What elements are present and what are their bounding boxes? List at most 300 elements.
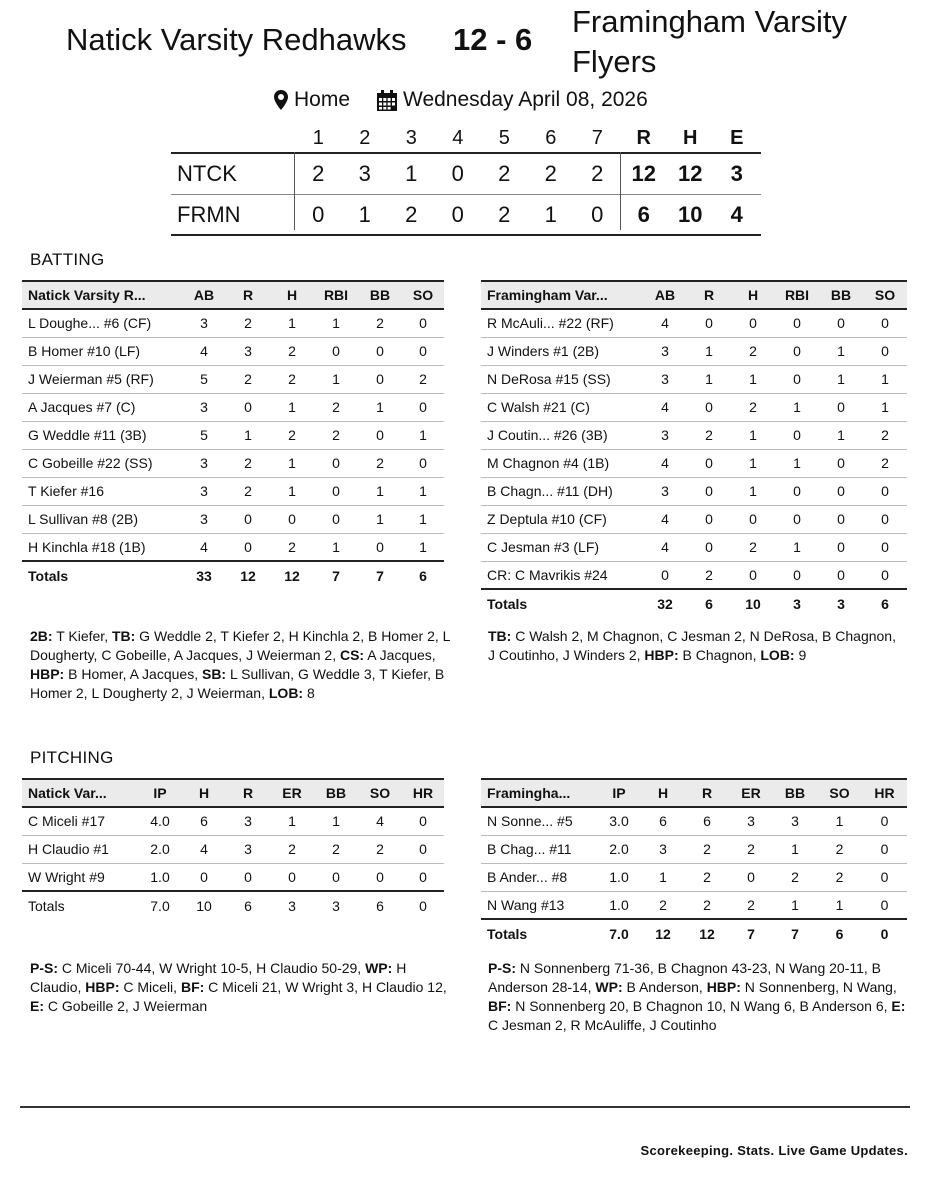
column-header: BB xyxy=(314,779,358,807)
batting-table-away xyxy=(481,280,907,617)
stat-cell: 1 xyxy=(687,337,731,365)
note-text: 9 xyxy=(794,647,807,663)
note-label: HBP: xyxy=(30,666,65,682)
stat-cell: 0 xyxy=(687,449,731,477)
totals-cell: 3 xyxy=(314,891,358,919)
inning-score: 2 xyxy=(591,161,604,186)
runs-header: R xyxy=(636,126,651,149)
stat-cell: 0 xyxy=(863,337,907,365)
note-text: T Kiefer, xyxy=(52,628,112,644)
stat-cell: 0 xyxy=(862,835,907,863)
stat-cell: 0 xyxy=(819,393,863,421)
stat-cell: 0 xyxy=(402,807,444,835)
inning-score: 0 xyxy=(312,201,325,227)
column-header: H xyxy=(731,281,775,309)
stat-cell: 2 xyxy=(687,421,731,449)
totals-cell: 7 xyxy=(314,561,358,589)
totals-cell: 3 xyxy=(270,891,314,919)
stat-cell: 1 xyxy=(775,449,819,477)
stat-cell: 2 xyxy=(659,896,667,913)
player-name: N DeRosa #15 (SS) xyxy=(481,365,643,393)
table-row xyxy=(22,365,444,393)
totals-row xyxy=(22,891,444,919)
note-label: P-S: xyxy=(488,960,516,976)
inning-score: 0 xyxy=(451,201,464,227)
table-row xyxy=(22,533,444,561)
batting-notes-home xyxy=(30,627,454,703)
stat-cell: 1 xyxy=(731,477,775,505)
table-row xyxy=(22,505,444,533)
pitching-table-home xyxy=(22,778,444,919)
batting-section-title: BATTING xyxy=(30,250,105,269)
totals-cell: 10 xyxy=(182,891,226,919)
location-label: Home xyxy=(294,88,351,111)
stat-cell: 4 xyxy=(643,449,687,477)
stat-cell: 1 xyxy=(402,505,444,533)
stat-cell: 0 xyxy=(358,421,402,449)
stat-cell: 2 xyxy=(685,835,729,863)
table-row xyxy=(481,505,907,533)
note-text: C Miceli, xyxy=(119,979,181,995)
stat-cell: 0 xyxy=(402,309,444,337)
inning-score: 0 xyxy=(591,201,604,227)
footer-divider xyxy=(20,1106,910,1108)
stat-cell: 3 xyxy=(773,807,817,835)
totals-cell: 12 xyxy=(641,919,685,947)
table-row xyxy=(481,533,907,561)
column-header: ER xyxy=(729,779,773,807)
stat-cell: 0 xyxy=(376,868,384,885)
stat-cell: 1 xyxy=(835,896,844,913)
stat-cell: 1 xyxy=(358,393,402,421)
date-label: Wednesday April 08, 2026 xyxy=(403,88,648,111)
stat-cell: 2 xyxy=(402,365,444,393)
totals-cell: 12 xyxy=(270,561,314,589)
stat-cell: 3 xyxy=(643,337,687,365)
player-name: H Kinchla #18 (1B) xyxy=(28,538,146,555)
stat-cell: 4 xyxy=(643,533,687,561)
batting-rows-home xyxy=(22,309,444,561)
table-row xyxy=(481,309,907,337)
stat-cell: 2 xyxy=(358,449,402,477)
column-header: ER xyxy=(270,779,314,807)
stat-cell: 1 xyxy=(358,477,402,505)
stat-cell: 3 xyxy=(729,807,773,835)
stat-cell: 5 xyxy=(182,365,226,393)
player-name: R McAuli... #22 (RF) xyxy=(481,309,643,337)
totals-label: Totals xyxy=(22,561,182,589)
player-name: C Gobeille #22 (SS) xyxy=(22,449,182,477)
stat-cell: 6 xyxy=(182,807,226,835)
table-row xyxy=(481,891,907,919)
stat-cell: 0 xyxy=(731,309,775,337)
player-name: J Weierman #5 (RF) xyxy=(22,365,182,393)
inning-header: 3 xyxy=(405,126,417,149)
final-score: 12 - 6 xyxy=(453,22,533,57)
batting-rows-away xyxy=(481,309,907,589)
column-header: SO xyxy=(402,281,444,309)
stat-cell: 2 xyxy=(731,337,775,365)
player-name: B Homer #10 (LF) xyxy=(22,337,182,365)
stat-cell: 0 xyxy=(244,538,252,555)
note-text: A Jacques, xyxy=(364,647,440,663)
pitching-notes-home xyxy=(30,959,455,1016)
note-label: BF: xyxy=(180,979,205,995)
stat-cell: 0 xyxy=(793,566,801,583)
stat-cell: 1 xyxy=(270,449,314,477)
stat-cell: 1.0 xyxy=(609,896,629,913)
stat-cell: 0 xyxy=(226,393,270,421)
stat-cell: 2 xyxy=(288,538,296,555)
stat-cell: 0 xyxy=(402,449,444,477)
stat-cell: 0 xyxy=(244,868,252,885)
stat-cell: 1 xyxy=(775,533,819,561)
stat-cell: 2 xyxy=(226,365,270,393)
table-row xyxy=(22,835,444,863)
stat-cell: 3 xyxy=(182,505,226,533)
stat-cell: 0 xyxy=(775,365,819,393)
pitching-section-title: PITCHING xyxy=(30,748,114,767)
table-row xyxy=(22,807,444,835)
totals-cell: 6 xyxy=(226,891,270,919)
stat-cell: 2 xyxy=(731,393,775,421)
inning-score: 0 xyxy=(451,161,464,186)
stat-cell: 2 xyxy=(817,835,862,863)
stat-cell: 0 xyxy=(819,533,863,561)
stat-cell: 0 xyxy=(314,337,358,365)
note-label: SB: xyxy=(201,666,227,682)
player-name: A Jacques #7 (C) xyxy=(22,393,182,421)
stat-cell: 1.0 xyxy=(150,868,170,885)
stat-cell: 1 xyxy=(641,863,685,891)
inning-header: 7 xyxy=(591,126,603,149)
inning-score: 1 xyxy=(358,201,371,227)
table-row xyxy=(481,835,907,863)
totals-cell: 6 xyxy=(863,589,907,617)
stat-cell: 2 xyxy=(270,835,314,863)
linescore-divider xyxy=(620,152,621,230)
totals-cell: 32 xyxy=(643,589,687,617)
totals-cell: 6 xyxy=(358,891,402,919)
note-text: B Homer, A Jacques, xyxy=(64,666,202,682)
stat-cell: 1 xyxy=(863,365,907,393)
note-text: C Miceli 21, W Wright 3, H Claudio 12, xyxy=(204,979,451,995)
note-label: E: xyxy=(891,998,906,1014)
stat-cell: 1 xyxy=(687,365,731,393)
note-text: H Claudio, xyxy=(30,960,411,995)
stat-cell: 3 xyxy=(643,477,687,505)
stat-cell: 2 xyxy=(314,835,358,863)
note-label: 2B: xyxy=(30,628,53,644)
linescore-team: NTCK xyxy=(177,161,237,186)
inning-header: 6 xyxy=(545,126,557,149)
table-row xyxy=(481,863,907,891)
column-header: BB xyxy=(773,779,817,807)
inning-header: 5 xyxy=(498,126,510,149)
stat-cell: 0 xyxy=(819,309,863,337)
inning-score: 2 xyxy=(405,201,418,227)
stat-cell: 0 xyxy=(729,863,773,891)
column-header: H xyxy=(641,779,685,807)
stat-cell: 0 xyxy=(402,337,444,365)
stat-cell: 1 xyxy=(314,365,358,393)
table-header-row xyxy=(22,779,444,807)
column-header: IP xyxy=(138,779,182,807)
stat-cell: 0 xyxy=(661,566,669,583)
calendar-icon xyxy=(377,90,397,111)
stat-cell: 0 xyxy=(687,393,731,421)
team-column-header: Framingha... xyxy=(481,779,597,807)
totals-cell: 12 xyxy=(685,919,729,947)
table-row xyxy=(481,365,907,393)
stat-cell: 5 xyxy=(182,421,226,449)
stat-cell: 0 xyxy=(749,566,757,583)
totals-cell: 3 xyxy=(775,589,819,617)
inning-header: 1 xyxy=(312,126,324,149)
pitching-notes-away xyxy=(488,959,910,1035)
column-header: R xyxy=(687,281,731,309)
column-header: R xyxy=(226,281,270,309)
totals-cell: 7 xyxy=(729,919,773,947)
stat-cell: 1 xyxy=(270,393,314,421)
totals-cell: 6 xyxy=(687,589,731,617)
stat-cell: 3 xyxy=(182,309,226,337)
totals-label: Totals xyxy=(22,891,138,919)
stat-cell: 0 xyxy=(837,566,845,583)
note-label: CS: xyxy=(339,647,365,663)
totals-row xyxy=(22,561,444,589)
table-row xyxy=(481,561,907,589)
column-header: R xyxy=(685,779,729,807)
stat-cell: 0 xyxy=(402,393,444,421)
stat-cell: 3 xyxy=(226,337,270,365)
stat-cell: 3 xyxy=(226,807,270,835)
column-header: BB xyxy=(358,281,402,309)
note-label: WP: xyxy=(365,960,393,976)
stat-cell: 0 xyxy=(819,449,863,477)
player-name: H Claudio #1 xyxy=(22,835,138,863)
stat-cell: 0 xyxy=(687,533,731,561)
game-header xyxy=(0,0,942,90)
column-header: SO xyxy=(358,779,402,807)
stat-cell: 1 xyxy=(270,477,314,505)
stat-cell: 1 xyxy=(819,365,863,393)
stat-cell: 2 xyxy=(270,421,314,449)
stat-cell: 3 xyxy=(641,835,685,863)
stat-cell: 0 xyxy=(288,868,296,885)
stat-cell: 2 xyxy=(863,449,907,477)
player-name: G Weddle #11 (3B) xyxy=(22,421,182,449)
stat-cell: 1 xyxy=(817,807,862,835)
column-header: SO xyxy=(817,779,862,807)
table-row xyxy=(22,863,444,891)
stat-cell: 2 xyxy=(226,309,270,337)
total-runs: 6 xyxy=(637,201,650,227)
linescore-row-away xyxy=(171,194,761,234)
hits-header: H xyxy=(683,126,698,149)
stat-cell: 1 xyxy=(314,807,358,835)
stat-cell: 0 xyxy=(863,477,907,505)
stat-cell: 3 xyxy=(643,421,687,449)
player-name: C Walsh #21 (C) xyxy=(481,393,643,421)
stat-cell: 1 xyxy=(791,896,799,913)
stat-cell: 1 xyxy=(270,807,314,835)
stat-cell: 2 xyxy=(314,393,358,421)
totals-cell: 10 xyxy=(731,589,775,617)
note-text: B Anderson, xyxy=(622,979,707,995)
pitching-rows-away xyxy=(481,807,907,919)
note-text: G Weddle 2, T Kiefer 2, H Kinchla 2, B Homer 2, L Dougherty, C Gobeille, A Jacques, J Weierman 2, xyxy=(30,628,454,663)
stat-cell: 2 xyxy=(358,309,402,337)
stat-cell: 1 xyxy=(332,538,340,555)
stat-cell: 0 xyxy=(863,533,907,561)
stat-cell: 1 xyxy=(402,421,444,449)
stat-cell: 0 xyxy=(314,449,358,477)
stat-cell: 2.0 xyxy=(138,835,182,863)
stat-cell: 4 xyxy=(643,505,687,533)
stat-cell: 0 xyxy=(731,505,775,533)
stat-cell: 1 xyxy=(226,421,270,449)
linescore xyxy=(171,124,761,236)
note-label: LOB: xyxy=(268,685,304,701)
stat-cell: 6 xyxy=(685,807,729,835)
stat-cell: 0 xyxy=(863,505,907,533)
note-label: BF: xyxy=(488,998,512,1014)
stat-cell: 0 xyxy=(862,863,907,891)
table-row xyxy=(481,449,907,477)
stat-cell: 1 xyxy=(731,421,775,449)
stat-cell: 2 xyxy=(270,365,314,393)
note-text: 8 xyxy=(303,685,315,701)
player-name: L Sullivan #8 (2B) xyxy=(22,505,182,533)
stat-cell: 0 xyxy=(200,868,208,885)
note-text: C Jesman 2, R McAuliffe, J Coutinho xyxy=(488,998,910,1033)
stat-cell: 1 xyxy=(819,337,863,365)
stat-cell: 2 xyxy=(226,449,270,477)
stat-cell: 2 xyxy=(817,863,862,891)
stat-cell: 0 xyxy=(880,896,889,913)
table-row xyxy=(22,393,444,421)
table-row xyxy=(481,477,907,505)
player-name: J Coutin... #26 (3B) xyxy=(481,421,643,449)
column-header: H xyxy=(270,281,314,309)
table-header-row xyxy=(481,779,907,807)
totals-cell: 33 xyxy=(182,561,226,589)
column-header: BB xyxy=(819,281,863,309)
stat-cell: 2 xyxy=(747,896,755,913)
stat-cell: 0 xyxy=(687,309,731,337)
column-header: SO xyxy=(863,281,907,309)
stat-cell: 0 xyxy=(270,505,314,533)
totals-row xyxy=(481,919,907,947)
player-name: T Kiefer #16 xyxy=(22,477,182,505)
stat-cell: 0 xyxy=(819,505,863,533)
stat-cell: 4 xyxy=(643,309,687,337)
player-name: C Miceli #17 xyxy=(22,807,138,835)
totals-cell: 0 xyxy=(402,891,444,919)
player-name: B Ander... #8 xyxy=(481,863,597,891)
stat-cell: 0 xyxy=(314,505,358,533)
stat-cell: 1 xyxy=(270,309,314,337)
stat-cell: 4.0 xyxy=(138,807,182,835)
player-name: B Chag... #11 xyxy=(481,835,597,863)
stat-cell: 0 xyxy=(358,365,402,393)
inning-header: 4 xyxy=(452,126,464,149)
game-date xyxy=(377,88,648,112)
stat-cell: 1 xyxy=(402,477,444,505)
player-name: W Wright #9 xyxy=(28,868,105,885)
stat-cell: 0 xyxy=(687,477,731,505)
stat-cell: 3.0 xyxy=(597,807,641,835)
table-row xyxy=(481,393,907,421)
totals-cell: 7.0 xyxy=(138,891,182,919)
stat-cell: 1 xyxy=(773,835,817,863)
batting-table-home xyxy=(22,280,444,589)
note-label: TB: xyxy=(111,628,136,644)
stat-cell: 6 xyxy=(641,807,685,835)
stat-cell: 3 xyxy=(182,393,226,421)
home-team-name: Natick Varsity Redhawks xyxy=(66,22,407,57)
note-label: LOB: xyxy=(760,647,795,663)
linescore-header xyxy=(171,124,761,152)
table-row xyxy=(22,309,444,337)
stat-cell: 0 xyxy=(881,566,889,583)
table-row xyxy=(22,337,444,365)
totals-cell: 0 xyxy=(862,919,907,947)
note-text: N Sonnenberg 71-36, B Chagnon 43-23, N Wang 20-11, B Anderson 28-14, xyxy=(488,960,885,995)
note-label: HBP: xyxy=(85,979,120,995)
team-column-header: Natick Var... xyxy=(22,779,138,807)
table-header-row xyxy=(481,281,907,309)
stat-cell: 0 xyxy=(775,421,819,449)
stat-cell: 2 xyxy=(773,863,817,891)
stat-cell: 1 xyxy=(358,505,402,533)
totals-cell: 6 xyxy=(817,919,862,947)
inning-score: 2 xyxy=(544,161,557,186)
note-label: TB: xyxy=(488,628,512,644)
stat-cell: 3 xyxy=(182,477,226,505)
note-label: P-S: xyxy=(30,960,58,976)
player-name: M Chagnon #4 (1B) xyxy=(481,449,643,477)
stat-cell: 2 xyxy=(705,566,713,583)
column-header: R xyxy=(226,779,270,807)
totals-cell: 7 xyxy=(358,561,402,589)
note-text: N Sonnenberg 20, B Chagnon 10, N Wang 6, B Anderson 6, xyxy=(511,998,892,1014)
table-row xyxy=(481,337,907,365)
inning-score: 2 xyxy=(312,161,325,186)
stat-cell: 1 xyxy=(731,449,775,477)
note-text: B Chagnon, xyxy=(678,647,761,663)
stat-cell: 4 xyxy=(643,393,687,421)
player-name: C Jesman #3 (LF) xyxy=(481,533,643,561)
stat-cell: 0 xyxy=(775,477,819,505)
stat-cell: 4 xyxy=(358,807,402,835)
note-label: HBP: xyxy=(644,647,679,663)
game-meta xyxy=(0,86,942,116)
stat-cell: 0 xyxy=(226,505,270,533)
totals-cell: 7 xyxy=(773,919,817,947)
player-name: L Doughe... #6 (CF) xyxy=(22,309,182,337)
stat-cell: 1 xyxy=(819,421,863,449)
table-row xyxy=(481,421,907,449)
game-location xyxy=(274,88,350,112)
stat-cell: 2 xyxy=(685,863,729,891)
note-text: C Walsh 2, M Chagnon, C Jesman 2, N DeRosa, B Chagnon, J Coutinho, J Winders 2, xyxy=(488,628,900,663)
total-hits: 10 xyxy=(678,201,703,227)
note-label: E: xyxy=(30,998,44,1014)
table-row xyxy=(22,421,444,449)
stat-cell: 0 xyxy=(863,309,907,337)
